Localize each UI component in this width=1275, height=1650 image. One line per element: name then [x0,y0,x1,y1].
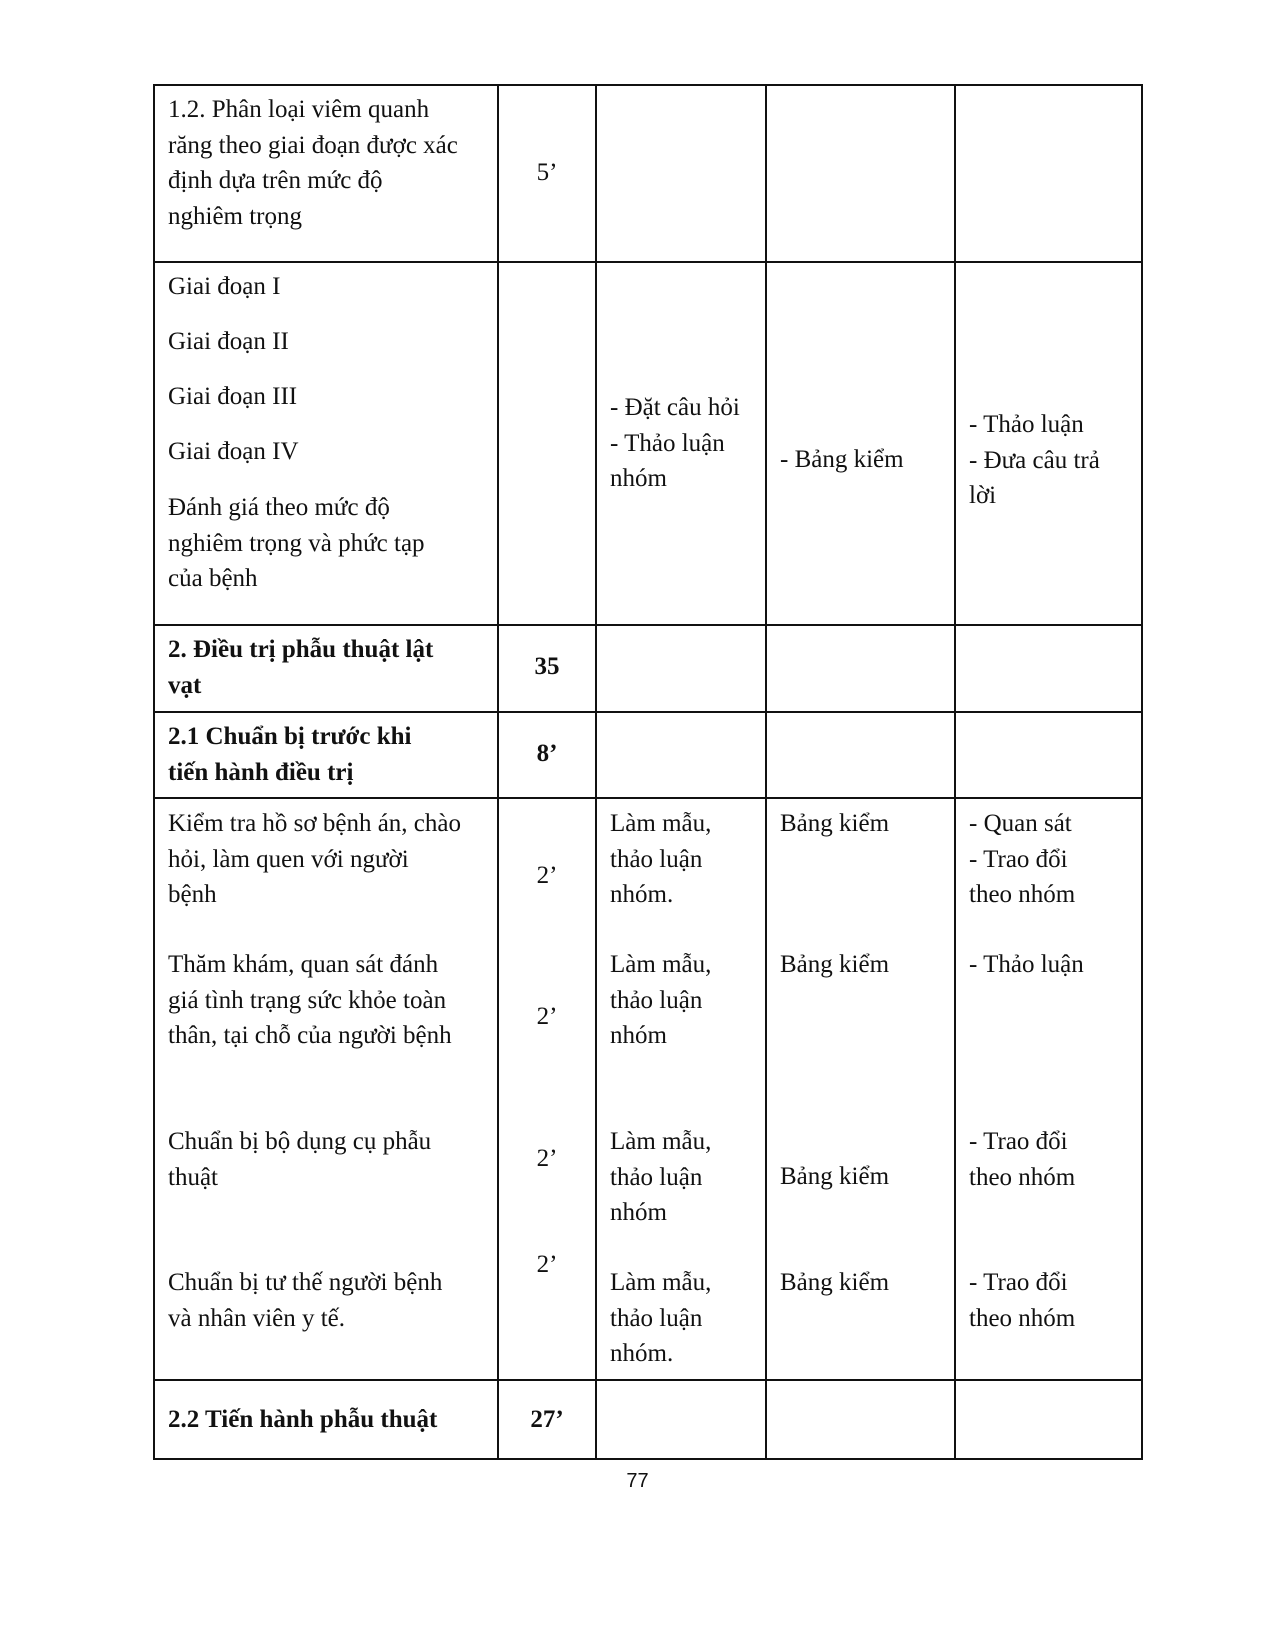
table-cell-content: 1.2. Phân loại viêm quanh răng theo giai đoạn được xác định dựa trên mức độ nghiêm trọng [168,96,458,230]
table-border-bottom [153,1458,1143,1460]
table-cell-method: Làm mẫu, thảo luận nhóm. [610,810,712,908]
table-cell-content: Thăm khám, quan sát đánh giá tình trạng sức khỏe toàn thân, tại chỗ của người bệnh [168,951,452,1049]
table-cell-activity: - Trao đổi theo nhóm [969,1128,1076,1191]
table-cell-time: 5’ [536,159,558,186]
section-heading: 2. Điều trị phẫu thuật lật vạt [168,636,434,699]
table-cell-activity: - Thảo luận [969,951,1084,978]
table-cell-activity: - Trao đổi theo nhóm [969,1269,1076,1332]
row-divider [153,711,1143,713]
row-divider [153,797,1143,799]
table-cell-time: 8’ [536,740,558,767]
table-cell-method: - Đặt câu hỏi - Thảo luận nhóm [610,394,740,492]
column-divider [595,84,597,1460]
row-divider [153,261,1143,263]
table-cell-tool: Bảng kiểm [780,1163,890,1190]
subsection-heading: 2.1 Chuẩn bị trước khi tiến hành điều trị [168,723,412,786]
table-cell-content: Kiểm tra hồ sơ bệnh án, chào hỏi, làm quen với người bệnh [168,810,461,908]
table-cell-content-item: Giai đoạn I [168,273,281,300]
table-cell-content: Chuẩn bị tư thế người bệnh và nhân viên y tế. [168,1269,443,1332]
table-cell-method: Làm mẫu, thảo luận nhóm. [610,1269,712,1367]
table-cell-method: Làm mẫu, thảo luận nhóm [610,1128,712,1226]
table-cell-time: 2’ [536,1145,558,1172]
table-cell-time: 35 [534,653,560,680]
table-cell-content-item: Giai đoạn IV [168,438,299,465]
table-cell-activity: - Thảo luận - Đưa câu trả lời [969,411,1100,509]
table-cell-content: Chuẩn bị bộ dụng cụ phẫu thuật [168,1128,432,1191]
table-cell-tool: Bảng kiểm [780,1269,890,1296]
table-cell-tool: Bảng kiểm [780,810,890,837]
table-cell-content-item: Đánh giá theo mức độ nghiêm trọng và phức tạp của bệnh [168,494,425,592]
table-border-top [153,84,1143,86]
table-cell-tool: - Bảng kiểm [780,446,904,473]
table-cell-method: Làm mẫu, thảo luận nhóm [610,951,712,1049]
subsection-heading: 2.2 Tiến hành phẫu thuật [168,1406,438,1433]
column-divider [954,84,956,1460]
row-divider [153,624,1143,626]
table-cell-time: 2’ [536,1003,558,1030]
table-cell-tool: Bảng kiểm [780,951,890,978]
column-divider [765,84,767,1460]
table-cell-time: 27’ [530,1406,564,1433]
table-cell-time: 2’ [536,862,558,889]
table-cell-activity: - Quan sát - Trao đổi theo nhóm [969,810,1076,908]
table-cell-content-item: Giai đoạn II [168,328,289,355]
page-number: 77 [626,1470,649,1492]
table-cell-content-item: Giai đoạn III [168,383,298,410]
row-divider [153,1379,1143,1381]
table-cell-time: 2’ [536,1251,558,1278]
column-divider [153,84,155,1460]
column-divider [1141,84,1143,1460]
